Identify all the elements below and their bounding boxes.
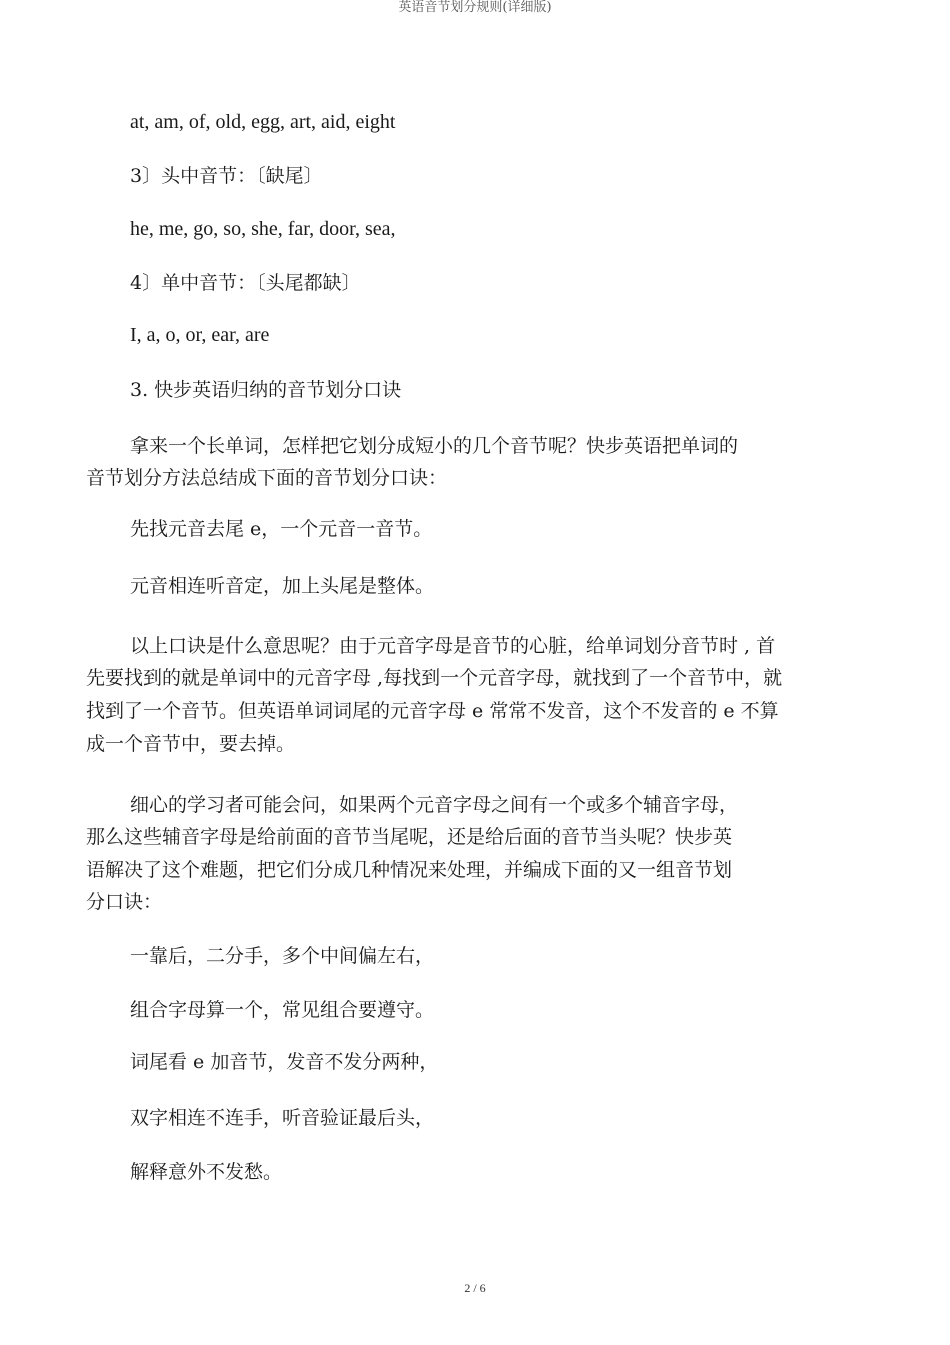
section-heading-3: 3. 快步英语归纳的音节划分口诀 bbox=[130, 379, 402, 401]
subheading-3: 3〕头中音节：〔缺尾〕 bbox=[130, 165, 323, 187]
paragraph-3-line-3: 语解决了这个难题，把它们分成几种情况来处理，并编成下面的又一组音节划 bbox=[86, 859, 733, 881]
rhyme2-line-5: 解释意外不发愁。 bbox=[130, 1161, 283, 1183]
rhyme2-line-1: 一靠后，二分手，多个中间偏左右， bbox=[130, 945, 435, 967]
paragraph-3-line-2: 那么这些辅音字母是给前面的音节当尾呢，还是给后面的音节当头呢？快步英 bbox=[86, 826, 733, 848]
paragraph-1-line-1: 拿来一个长单词，怎样把它划分成短小的几个音节呢？快步英语把单词的 bbox=[130, 435, 739, 457]
paragraph-2-line-3: 找到了一个音节。但英语单词词尾的元音字母 e 常常不发音，这个不发音的 e 不算 bbox=[86, 700, 779, 722]
example-words-3: I, a, o, or, ear, are bbox=[130, 324, 270, 346]
example-words-2: he, me, go, so, she, far, door, sea, bbox=[130, 218, 396, 240]
rhyme2-line-2: 组合字母算一个，常见组合要遵守。 bbox=[130, 999, 435, 1021]
example-words-1: at, am, of, old, egg, art, aid, eight bbox=[130, 111, 396, 133]
rhyme2-line-4: 双字相连不连手，听音验证最后头， bbox=[130, 1107, 435, 1129]
paragraph-2-line-4: 成一个音节中，要去掉。 bbox=[86, 733, 296, 755]
paragraph-3-line-4: 分口诀： bbox=[86, 891, 163, 913]
page-number: 2 / 6 bbox=[464, 1281, 486, 1295]
subheading-4: 4〕单中音节：〔头尾都缺〕 bbox=[130, 272, 361, 294]
paragraph-1-line-2: 音节划分方法总结成下面的音节划分口诀： bbox=[86, 467, 448, 489]
rhyme-line-2: 元音相连听音定，加上头尾是整体。 bbox=[130, 575, 435, 597]
paragraph-3-line-1: 细心的学习者可能会问，如果两个元音字母之间有一个或多个辅音字母， bbox=[130, 794, 739, 816]
paragraph-2-line-2: 先要找到的就是单词中的元音字母 ,每找到一个元音字母，就找到了一个音节中，就 bbox=[86, 667, 783, 689]
page-header: 英语音节划分规则(详细版) bbox=[398, 0, 552, 15]
rhyme-line-1: 先找元音去尾 e，一个元音一音节。 bbox=[130, 518, 433, 540]
rhyme2-line-3: 词尾看 e 加音节，发音不发分两种， bbox=[130, 1051, 439, 1073]
paragraph-2-line-1: 以上口诀是什么意思呢？由于元音字母是音节的心脏，给单词划分音节时 , 首 bbox=[130, 635, 776, 657]
